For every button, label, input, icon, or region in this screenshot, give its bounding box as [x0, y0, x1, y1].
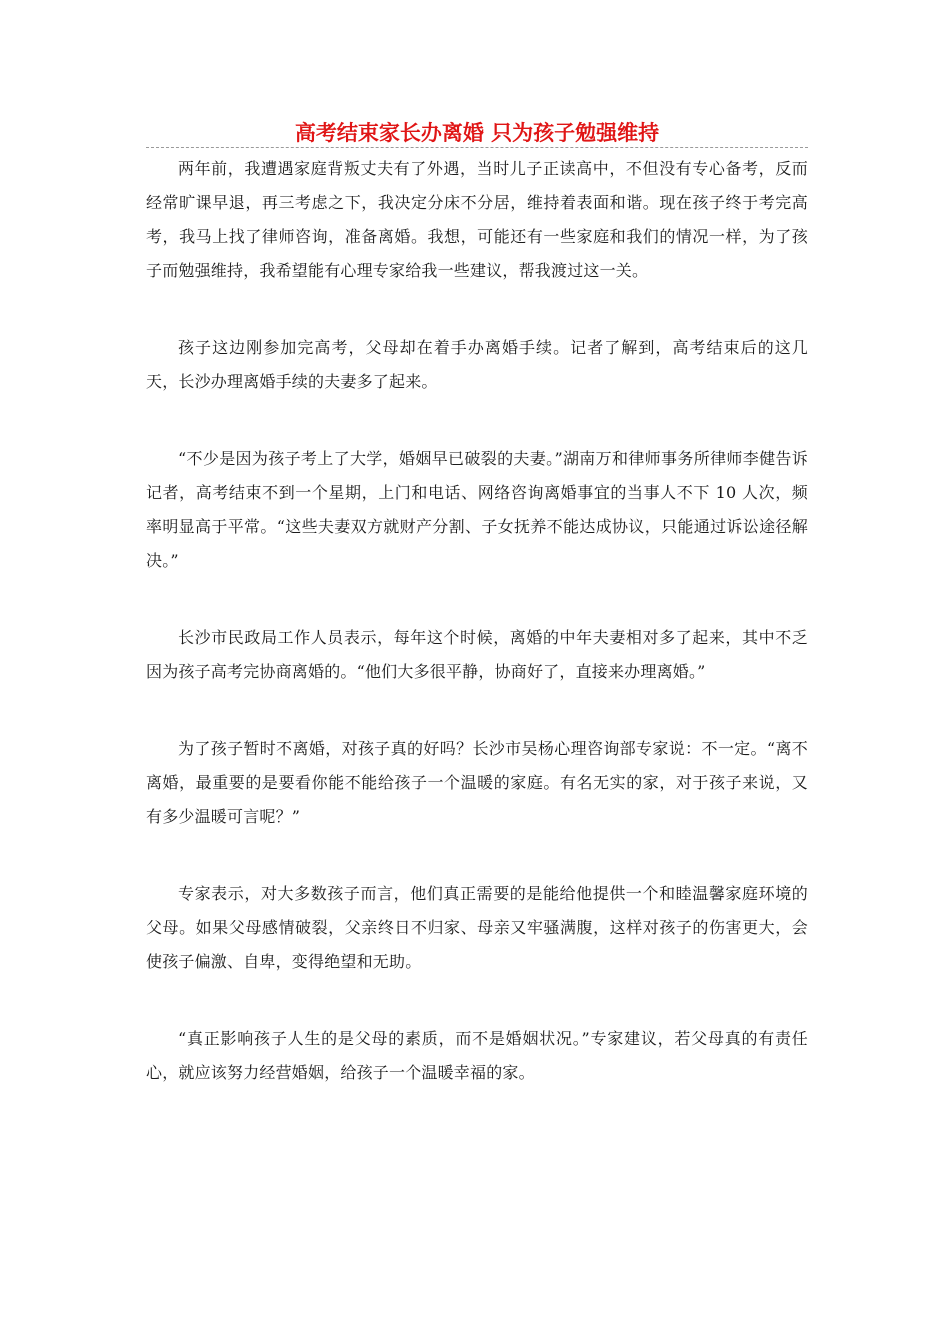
paragraph-1: 两年前，我遭遇家庭背叛丈夫有了外遇，当时儿子正读高中，不但没有专心备考，反而经常旷课早退，再三考虑之下，我决定分床不分居，维持着表面和谐。现在孩子终于考完高考，我马上找了律师咨询，准备离婚。我想，可能还有一些家庭和我们的情况一样，为了孩子而勉强维持，我希望能有心理专家给我一些建议，帮我渡过这一关。	[146, 159, 808, 280]
paragraph-7: “真正影响孩子人生的是父母的素质，而不是婚姻状况。”专家建议，若父母真的有责任心，就应该努力经营婚姻，给孩子一个温暖幸福的家。	[146, 1029, 808, 1082]
paragraph-5: 为了孩子暂时不离婚，对孩子真的好吗？长沙市吴杨心理咨询部专家说：不一定。“离不离婚，最重要的是要看你能不能给孩子一个温暖的家庭。有名无实的家，对于孩子来说，又有多少温暖可言呢？”	[146, 739, 808, 826]
paragraph-6: 专家表示，对大多数孩子而言，他们真正需要的是能给他提供一个和睦温馨家庭环境的父母。如果父母感情破裂，父亲终日不归家、母亲又牢骚满腹，这样对孩子的伤害更大，会使孩子偏激、自卑，变得绝望和无助。	[146, 884, 808, 971]
article-body	[146, 152, 808, 1133]
title-row	[146, 118, 808, 148]
paragraph-2: 孩子这边刚参加完高考，父母却在着手办离婚手续。记者了解到，高考结束后的这几天，长沙办理离婚手续的夫妻多了起来。	[146, 338, 808, 391]
article-title-text: 高考结束家长办离婚 只为孩子勉强维持	[294, 121, 660, 145]
paragraph-3: “不少是因为孩子考上了大学，婚姻早已破裂的夫妻。”湖南万和律师事务所律师李健告诉记者，高考结束不到一个星期，上门和电话、网络咨询离婚事宜的当事人不下 10 人次，频率明显高于平常。“这些夫妻双方就财产分割、子女抚养不能达成协议，只能通过诉讼途径解决。”	[146, 449, 808, 570]
paragraph-4: 长沙市民政局工作人员表示，每年这个时候，离婚的中年夫妻相对多了起来，其中不乏因为孩子高考完协商离婚的。“他们大多很平静，协商好了，直接来办理离婚。”	[146, 628, 808, 681]
article-title	[146, 118, 808, 148]
